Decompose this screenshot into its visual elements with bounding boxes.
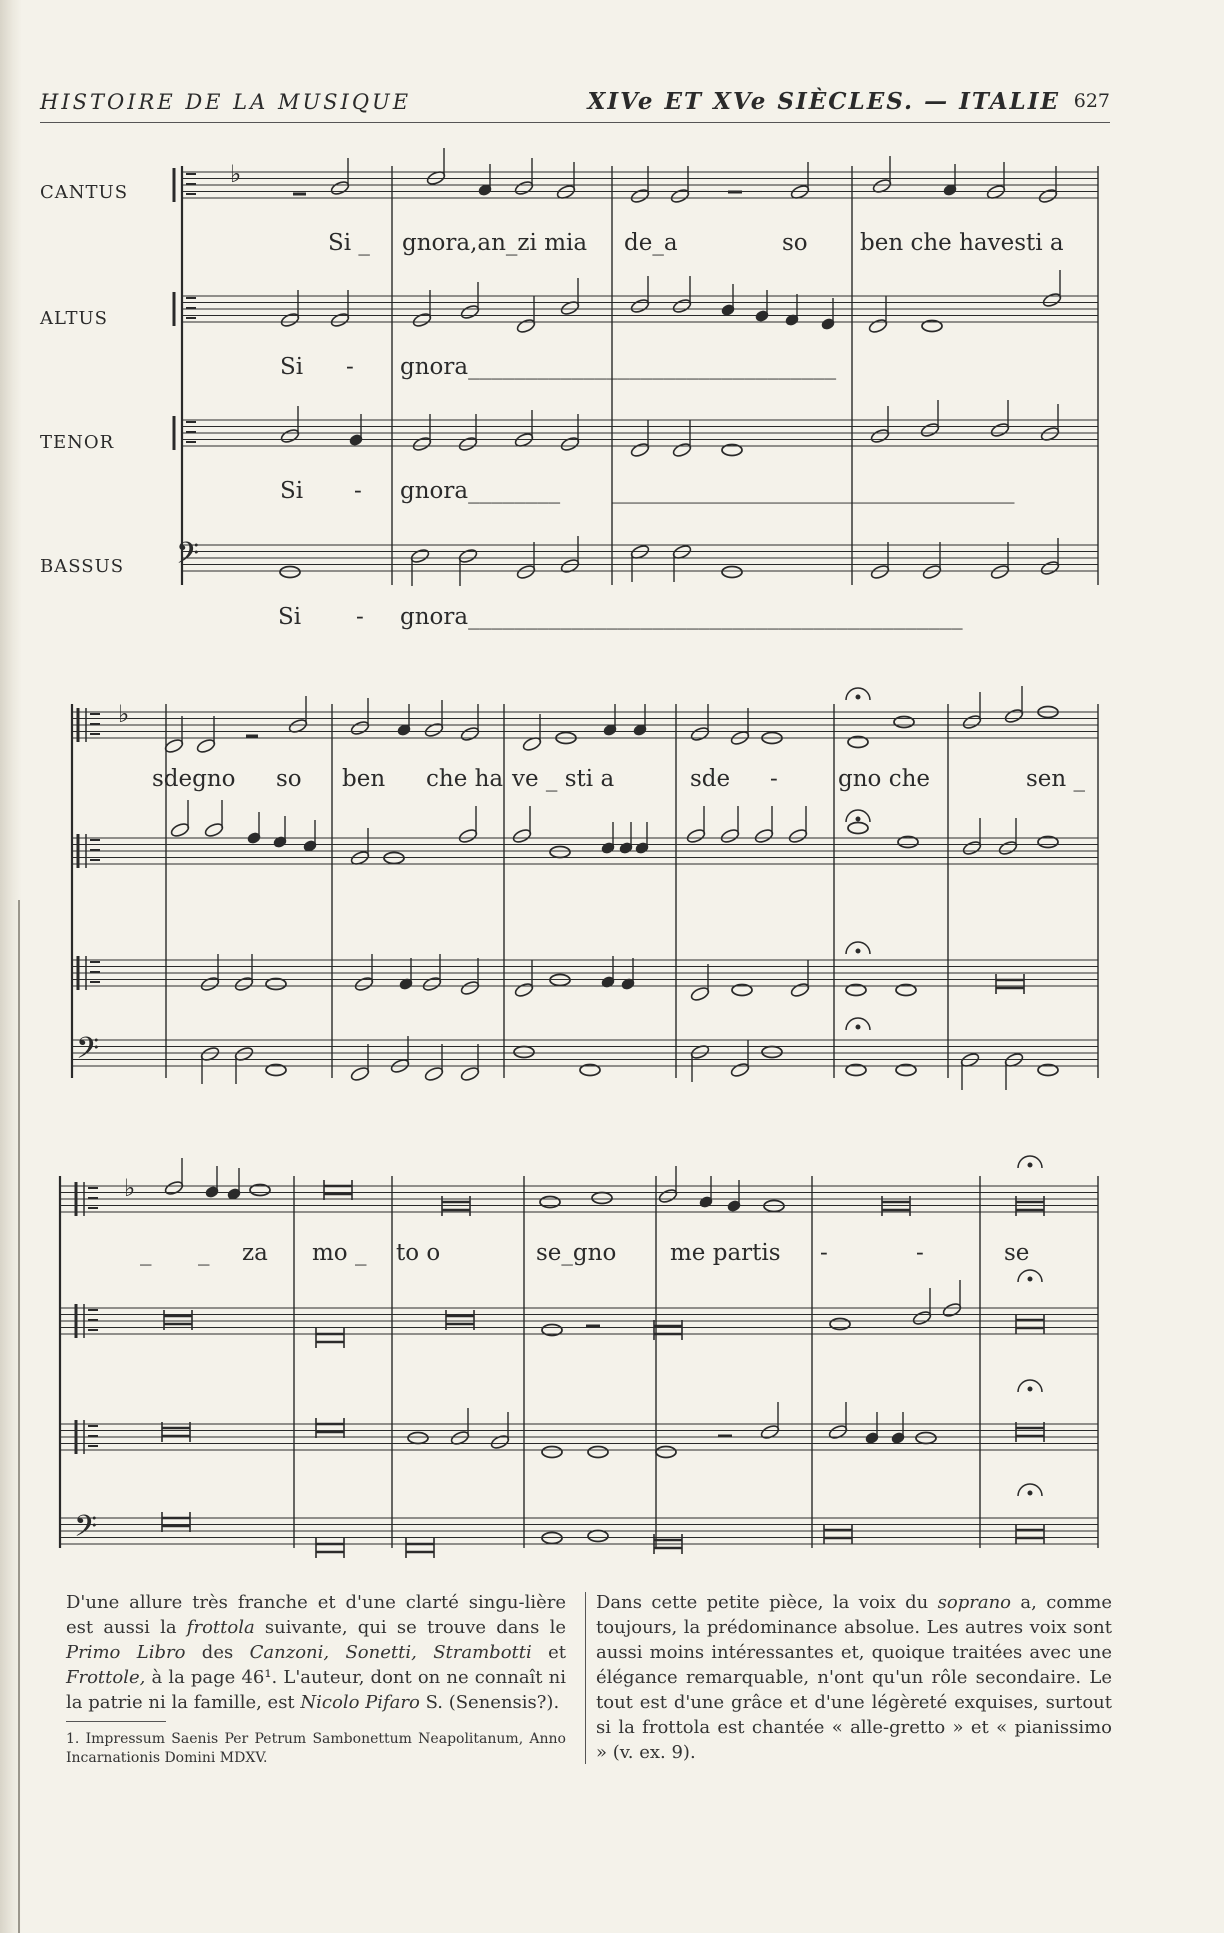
svg-text:𝄢: 𝄢 [176,537,200,578]
page-number: 627 [1073,90,1110,112]
voice-label-cantus: CANTUS [40,182,129,203]
lyric-s1-bassus-1: Si [278,604,302,630]
lyric-s3-2: _ [198,1240,210,1266]
lyric-s3-6: se_gno [536,1240,617,1266]
lyric-s1-cantus-5: ben che havesti a [860,230,1064,256]
lyric-s3-1: _ [140,1240,152,1266]
lyric-s3-10: se [1004,1240,1030,1266]
voice-label-bassus: BASSUS [40,556,125,577]
header-left-title: HISTOIRE DE LA MUSIQUE [40,90,412,114]
svg-text:♭: ♭ [124,1174,136,1202]
lyric-s2-1: sdegno [152,766,236,792]
left-column-text [66,1590,566,1768]
footnote-rule [66,1721,166,1722]
svg-text:𝄢: 𝄢 [74,1510,98,1551]
lyric-s3-9: - [916,1240,924,1266]
text-run: et [531,1642,567,1663]
lyric-s1-bassus-2: - [356,604,364,630]
header-right-title: XIVe ET XVe SIÈCLES. — ITALIE [587,88,1060,115]
text-italic-canzoni: Canzoni, Sonetti, Strambotti [249,1642,532,1663]
lyric-s2-7: - [770,766,778,792]
text-run: des [185,1642,250,1663]
lyric-s2-6: sde [690,766,731,792]
text-italic-composer: Nicolo Pifaro [300,1692,420,1713]
lyric-s3-7: me partis [670,1240,781,1266]
text-run: Dans cette petite pièce, la voix du [596,1592,938,1613]
lyric-s2-5: ve _ sti a [512,766,615,792]
voice-label-tenor: TENOR [40,432,115,453]
lyric-s1-cantus-3: de_a [624,230,678,256]
lyric-s2-4: che ha [426,766,504,792]
svg-text:♭: ♭ [230,160,242,188]
lyric-s3-4: mo _ [312,1240,367,1266]
text-italic-frottole: Frottole, [66,1667,146,1688]
lyric-s2-2: so [276,766,302,792]
lyric-s1-cantus-2: gnora,an_zi mia [402,230,588,256]
lyric-s1-altus-1: Si [280,354,304,380]
text-run: à la page 46¹. L'auteur, dont on ne connaît ni la patrie ni la famille, est [66,1667,566,1713]
lyric-s2-8: gno che [838,766,930,792]
lyric-s3-8: - [820,1240,828,1266]
text-run: S. (Senensis?). [419,1692,560,1713]
text-run: D'une allure très franche et d'une clarté singu-lière est aussi la [66,1592,566,1638]
lyric-s1-tenor-1: Si [280,478,304,504]
lyric-s1-altus-2: - [346,354,354,380]
svg-text:𝄢: 𝄢 [76,1032,100,1073]
text-italic-frottola: frottola [186,1617,255,1638]
left-paragraph [66,1590,566,1715]
right-column-text [596,1590,1112,1765]
text-italic-soprano: soprano [937,1592,1012,1613]
text-italic-primo-libro: Primo Libro [66,1642,186,1663]
footnote: 1. Impressum Saenis Per Petrum Sambonettum Neapolitanum, Anno Incarnationis Domini MDXV. [66,1731,566,1766]
lyric-s1-cantus-1: Si _ [328,230,370,256]
right-paragraph [596,1590,1112,1765]
lyric-s1-tenor-2: - [354,478,362,504]
lyric-s1-tenor-4: ___________________________________ [612,478,1015,504]
text-run: suivante, qui se trouve dans le [254,1617,566,1638]
lyric-s3-3: za [242,1240,268,1266]
lyric-s1-bassus-3: gnora___________________________________________ [400,604,963,630]
lyric-s3-5: to o [396,1240,441,1266]
lyric-s2-3: ben [342,766,386,792]
lyric-s1-cantus-4: so [782,230,808,256]
text-run: a, comme toujours, la prédominance absolue. Les autres voix sont aussi moins intéressantes et, quoique traitées avec une élégance remarquable, n'ont qu'un rôle secondaire. Le tout est d'une grâce et d'une légèreté exquises, surtout si la frottola est chantée « alle-gretto » et « pianissimo » (v. ex. 9). [596,1592,1113,1763]
lyric-s1-tenor-3: gnora________ [400,478,561,504]
column-divider [585,1592,586,1764]
voice-label-altus: ALTUS [40,308,108,329]
lyric-s1-altus-3: gnora________________________________ [400,354,837,380]
lyric-s2-9: sen _ [1026,766,1086,792]
svg-text:♭: ♭ [118,700,130,728]
